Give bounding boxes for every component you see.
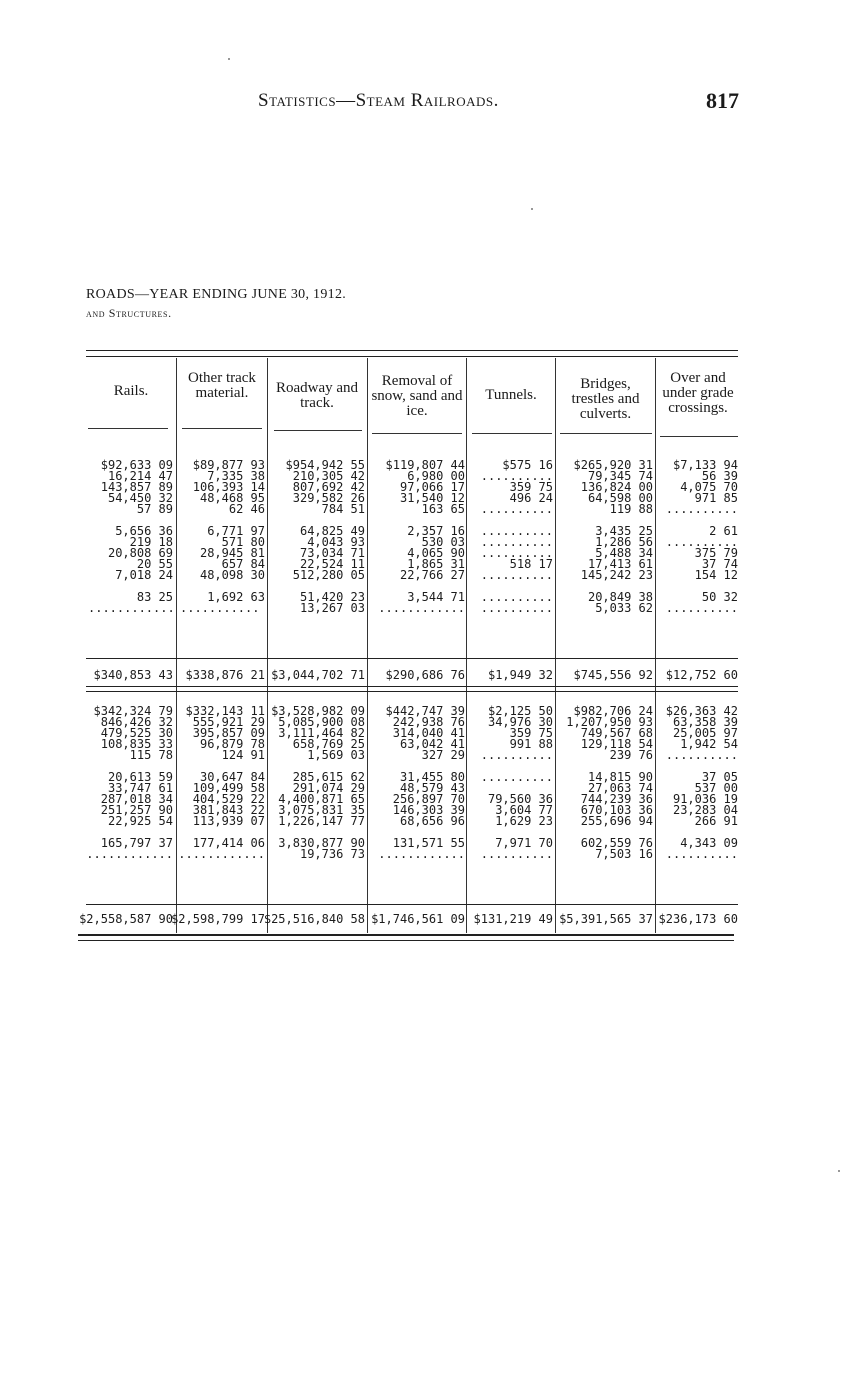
- table-bottom-rule-2: [78, 940, 734, 941]
- table-cell: 670,103 36: [580, 803, 653, 817]
- section1-rails-column: [88, 460, 173, 614]
- table-cell: 68,656 96: [399, 814, 465, 828]
- table-title: ROADS—YEAR ENDING JUNE 30, 1912.: [86, 287, 347, 302]
- table-cell: 1,286 56: [595, 535, 653, 549]
- table-cell: $3,528,982 09: [271, 704, 365, 718]
- section1-bottom-rule-2: [86, 691, 738, 692]
- table-top-rule: [86, 350, 738, 351]
- table-cell: ............: [86, 847, 173, 861]
- header-underline: [88, 428, 168, 429]
- table-cell: 51,420 23: [299, 590, 365, 604]
- print-speck: [838, 1170, 840, 1172]
- table-cell: 657 84: [221, 557, 265, 571]
- table-cell: 16,214 47: [107, 469, 173, 483]
- table-cell: 314,040 41: [392, 726, 465, 740]
- table-cell: 3,604 77: [495, 803, 553, 817]
- section1-total-snow: $290,686 76: [385, 668, 465, 682]
- section2-tunnels-column: [469, 706, 553, 860]
- column-header-roadway-and-track: Roadway and track.: [275, 380, 359, 411]
- table-cell: 62 46: [228, 502, 265, 516]
- table-cell: 20,849 38: [587, 590, 653, 604]
- table-cell: 13,267 03: [299, 601, 365, 615]
- table-cell: 571 80: [221, 535, 265, 549]
- table-cell: 846,426 32: [100, 715, 173, 729]
- running-head: Statistics—Steam Railroads.: [258, 90, 499, 111]
- table-cell: 5,656 36: [115, 524, 173, 538]
- table-cell: 1,942 54: [680, 737, 738, 751]
- section1-total-tunnels: $1,949 32: [487, 668, 553, 682]
- table-cell: 7,018 24: [115, 568, 173, 582]
- table-cell: 37 05: [701, 770, 738, 784]
- table-cell: 4,343 09: [680, 836, 738, 850]
- section2-total-bridges: $5,391,565 37: [559, 912, 653, 926]
- section2-total-tunnels: $131,219 49: [473, 912, 553, 926]
- table-cell: ..........: [480, 535, 553, 549]
- table-cell: 20,808 69: [107, 546, 173, 560]
- table-cell: 17,413 61: [587, 557, 653, 571]
- table-cell: $26,363 42: [665, 704, 738, 718]
- table-cell: 404,529 22: [192, 792, 265, 806]
- table-cell: $7,133 94: [672, 458, 738, 472]
- section1-total-bridges: $745,556 92: [573, 668, 653, 682]
- table-cell: 5,488 34: [595, 546, 653, 560]
- table-cell: ..........: [665, 847, 738, 861]
- table-cell: 210,305 42: [292, 469, 365, 483]
- table-cell: 34,976 30: [487, 715, 553, 729]
- table-cell: 512,280 05: [292, 568, 365, 582]
- section1-crossings-column: [658, 460, 738, 614]
- table-cell: 4,075 70: [680, 480, 738, 494]
- table-cell: 30,647 84: [199, 770, 265, 784]
- table-cell: ............: [88, 601, 175, 615]
- table-top-rule-2: [86, 356, 738, 357]
- table-cell: 20 55: [136, 557, 173, 571]
- table-cell: 239 76: [609, 748, 653, 762]
- table-cell: 807,692 42: [292, 480, 365, 494]
- table-cell: ...........: [180, 601, 274, 615]
- table-cell: ..........: [480, 601, 553, 615]
- table-cell: $89,877 93: [192, 458, 265, 472]
- table-cell: 4,400,871 65: [278, 792, 365, 806]
- table-cell: ..........: [665, 502, 738, 516]
- section2-roadway-column: [262, 706, 365, 860]
- table-cell: 22,766 27: [399, 568, 465, 582]
- header-underline: [274, 430, 362, 431]
- print-speck: [228, 58, 230, 60]
- table-cell: 48,579 43: [399, 781, 465, 795]
- table-cell: 991 88: [509, 737, 553, 751]
- table-cell: 64,598 00: [587, 491, 653, 505]
- table-cell: 154 12: [694, 568, 738, 582]
- table-cell: ............: [178, 847, 265, 861]
- print-speck: [531, 208, 533, 210]
- table-cell: 479,525 30: [100, 726, 173, 740]
- section2-snow-column: [370, 706, 465, 860]
- table-cell: 106,393 14: [192, 480, 265, 494]
- header-underline: [660, 436, 738, 437]
- table-cell: 145,242 23: [580, 568, 653, 582]
- table-cell: $954,942 55: [285, 458, 365, 472]
- table-cell: 143,857 89: [100, 480, 173, 494]
- table-cell: 395,857 09: [192, 726, 265, 740]
- header-underline: [372, 433, 462, 434]
- table-cell: 79,345 74: [587, 469, 653, 483]
- table-cell: 113,939 07: [192, 814, 265, 828]
- table-cell: 291,074 29: [292, 781, 365, 795]
- table-cell: 1,207,950 93: [566, 715, 653, 729]
- table-cell: 1,629 23: [495, 814, 553, 828]
- table-cell: 28,945 81: [199, 546, 265, 560]
- table-cell: 129,118 54: [580, 737, 653, 751]
- table-cell: 7,503 16: [595, 847, 653, 861]
- table-cell: 33,747 61: [107, 781, 173, 795]
- table-cell: 57 89: [136, 502, 173, 516]
- column-header-grade-crossings: Over and under grade crossings.: [662, 370, 734, 416]
- table-cell: $332,143 11: [185, 704, 265, 718]
- table-cell: 3,111,464 82: [278, 726, 365, 740]
- table-cell: ..........: [480, 469, 553, 483]
- table-cell: 119 88: [609, 502, 653, 516]
- section1-bottom-rule: [86, 686, 738, 687]
- table-cell: 14,815 90: [587, 770, 653, 784]
- table-cell: 749,567 68: [580, 726, 653, 740]
- table-cell: ..........: [480, 847, 553, 861]
- table-cell: 530 03: [421, 535, 465, 549]
- table-cell: 25,005 97: [672, 726, 738, 740]
- table-cell: $2,125 50: [487, 704, 553, 718]
- table-subtitle: and Structures.: [86, 306, 172, 320]
- table-cell: $92,633 09: [100, 458, 173, 472]
- table-cell: 177,414 06: [192, 836, 265, 850]
- table-cell: 96,879 78: [199, 737, 265, 751]
- table-cell: 50 32: [701, 590, 738, 604]
- table-cell: 131,571 55: [392, 836, 465, 850]
- table-cell: 48,098 30: [199, 568, 265, 582]
- column-header-bridges: Bridges, trestles and culverts.: [571, 376, 640, 422]
- table-cell: ..........: [480, 502, 553, 516]
- table-cell: ............: [378, 847, 465, 861]
- table-cell: $265,920 31: [573, 458, 653, 472]
- table-cell: 4,065 90: [407, 546, 465, 560]
- section1-roadway-column: [270, 460, 365, 614]
- section1-total-rule: [86, 658, 738, 659]
- table-cell: 3,544 71: [407, 590, 465, 604]
- table-cell: 63,042 41: [399, 737, 465, 751]
- table-cell: 496 24: [509, 491, 553, 505]
- section2-total-roadway: $25,516,840 58: [263, 912, 365, 926]
- table-cell: ..........: [665, 535, 738, 549]
- section2-total-rule: [86, 904, 738, 905]
- table-cell: 136,824 00: [580, 480, 653, 494]
- table-cell: $442,747 39: [385, 704, 465, 718]
- table-cell: 1,692 63: [207, 590, 265, 604]
- table-cell: 537 00: [694, 781, 738, 795]
- table-cell: ..........: [480, 524, 553, 538]
- table-cell: 242,938 76: [392, 715, 465, 729]
- table-cell: 31,455 80: [399, 770, 465, 784]
- section1-other-track-column: [180, 458, 274, 615]
- table-cell: 555,921 29: [192, 715, 265, 729]
- table-cell: 5,033 62: [595, 601, 653, 615]
- table-cell: 22,925 54: [107, 814, 173, 828]
- table-cell: 48,468 95: [199, 491, 265, 505]
- table-cell: 97,066 17: [399, 480, 465, 494]
- table-cell: 54,450 32: [107, 491, 173, 505]
- table-cell: 7,971 70: [495, 836, 553, 850]
- table-cell: 375 79: [694, 546, 738, 560]
- table-cell: 518 17: [509, 557, 553, 571]
- table-cell: 1,226,147 77: [278, 814, 365, 828]
- table-cell: 5,085,900 08: [278, 715, 365, 729]
- table-cell: ............: [378, 601, 465, 615]
- table-cell: 108,835 33: [100, 737, 173, 751]
- table-cell: 56 39: [701, 469, 738, 483]
- table-cell: 256,897 70: [392, 792, 465, 806]
- table-cell: 658,769 25: [292, 737, 365, 751]
- table-cell: ..........: [480, 546, 553, 560]
- table-cell: 971 85: [694, 491, 738, 505]
- section2-total-snow: $1,746,561 09: [371, 912, 465, 926]
- table-cell: 359 75: [509, 480, 553, 494]
- table-cell: ..........: [480, 748, 553, 762]
- table-cell: 251,257 90: [100, 803, 173, 817]
- table-cell: 63,358 39: [672, 715, 738, 729]
- section2-total-rails: $2,558,587 90: [79, 912, 173, 926]
- table-cell: 7,335 38: [207, 469, 265, 483]
- column-header-tunnels: Tunnels.: [485, 387, 537, 403]
- table-cell: 359 75: [509, 726, 553, 740]
- table-cell: ..........: [480, 568, 553, 582]
- table-cell: 37 74: [701, 557, 738, 571]
- table-cell: 23,283 04: [672, 803, 738, 817]
- section2-other-track-column: [172, 706, 265, 860]
- header-underline: [472, 433, 552, 434]
- table-cell: 22,524 11: [299, 557, 365, 571]
- column-header-other-track-material: Other track material.: [188, 370, 256, 401]
- table-cell: 266 91: [694, 814, 738, 828]
- table-cell: 744,239 36: [580, 792, 653, 806]
- table-cell: 602,559 76: [580, 836, 653, 850]
- table-cell: 6,771 97: [207, 524, 265, 538]
- section1-total-crossings: $12,752 60: [665, 668, 738, 682]
- section2-total-crossings: $236,173 60: [658, 912, 738, 926]
- table-cell: 4,043 93: [307, 535, 365, 549]
- section1-total-roadway: $3,044,702 71: [271, 668, 365, 682]
- table-cell: 2 61: [709, 524, 738, 538]
- table-cell: ..........: [480, 590, 553, 604]
- section1-snow-column: [370, 460, 465, 614]
- table-cell: 79,560 36: [487, 792, 553, 806]
- table-cell: 91,036 19: [672, 792, 738, 806]
- section2-crossings-column: [658, 706, 738, 860]
- column-header-removal-of-snow: Removal of snow, sand and ice.: [371, 373, 463, 419]
- table-cell: 784 51: [321, 502, 365, 516]
- header-underline: [182, 428, 262, 429]
- column-separator: [367, 358, 368, 933]
- table-cell: 109,499 58: [192, 781, 265, 795]
- header-underline: [560, 433, 652, 434]
- table-cell: 20,613 59: [107, 770, 173, 784]
- column-separator: [466, 358, 467, 933]
- page-number: 817: [706, 88, 739, 113]
- section1-total-rails: $340,853 43: [93, 668, 173, 682]
- table-cell: 163 65: [421, 502, 465, 516]
- table-cell: 285,615 62: [292, 770, 365, 784]
- section1-total-other: $338,876 21: [185, 668, 265, 682]
- table-cell: 115 78: [129, 748, 173, 762]
- table-cell: 27,063 74: [587, 781, 653, 795]
- section1-tunnels-column: [469, 460, 553, 614]
- section2-bridges-column: [558, 706, 653, 860]
- table-cell: 3,435 25: [595, 524, 653, 538]
- table-cell: 19,736 73: [299, 847, 365, 861]
- table-cell: 146,303 39: [392, 803, 465, 817]
- table-cell: 64,825 49: [299, 524, 365, 538]
- column-header-rails: Rails.: [113, 383, 149, 399]
- column-separator: [655, 358, 656, 933]
- table-cell: 6,980 00: [407, 469, 465, 483]
- table-cell: 287,018 34: [100, 792, 173, 806]
- table-cell: $342,324 79: [93, 704, 173, 718]
- table-cell: 31,540 12: [399, 491, 465, 505]
- table-cell: 1,865 31: [407, 557, 465, 571]
- table-cell: 327 29: [421, 748, 465, 762]
- table-cell: 255,696 94: [580, 814, 653, 828]
- table-cell: 1,569 03: [307, 748, 365, 762]
- table-bottom-rule: [78, 934, 734, 936]
- table-cell: ..........: [665, 601, 738, 615]
- table-cell: 73,034 71: [299, 546, 365, 560]
- table-cell: 219 18: [129, 535, 173, 549]
- table-cell: 329,582 26: [292, 491, 365, 505]
- table-cell: $982,706 24: [573, 704, 653, 718]
- table-cell: 2,357 16: [407, 524, 465, 538]
- table-cell: $575 16: [502, 458, 553, 472]
- table-cell: $119,807 44: [385, 458, 465, 472]
- table-cell: ..........: [665, 748, 738, 762]
- section1-bridges-column: [558, 460, 653, 614]
- table-cell: 3,830,877 90: [278, 836, 365, 850]
- table-cell: ..........: [480, 770, 553, 784]
- section2-total-other: $2,598,799 17: [171, 912, 265, 926]
- section2-rails-column: [70, 706, 173, 860]
- table-cell: 381,843 22: [192, 803, 265, 817]
- table-cell: 165,797 37: [100, 836, 173, 850]
- table-cell: 83 25: [136, 590, 173, 604]
- table-cell: 124 91: [221, 748, 265, 762]
- table-cell: 3,075,831 35: [278, 803, 365, 817]
- column-separator: [555, 358, 556, 933]
